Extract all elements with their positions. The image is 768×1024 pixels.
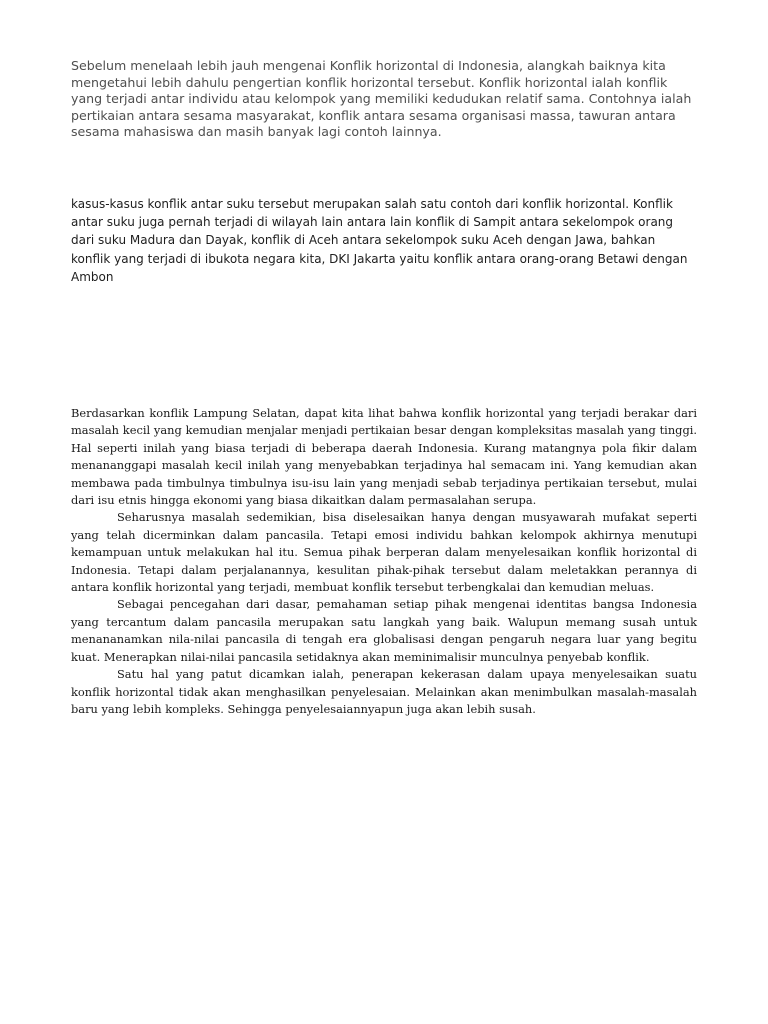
body-text-block	[71, 405, 697, 718]
ethnic-conflict-paragraph: kasus-kasus konflik antar suku tersebut merupakan salah satu contoh dari konflik horizontal. Konflik antar suku juga pernah terjadi di wilayah lain antara lain konflik di Sampit antara sekelompok orang dari suku Madura dan Dayak, konflik di Aceh antara sekelompok suku Aceh dengan Jawa, bahkan konflik yang terjadi di ibukota negara kita, DKI Jakarta yaitu konflik antara orang-orang Betawi dengan Ambon	[71, 197, 688, 284]
body-paragraph-kekerasan: Satu hal yang patut dicamkan ialah, penerapan kekerasan dalam upaya menyelesaikan suatu konflik horizontal tidak akan menghasilkan penyelesaian. Melainkan akan menimbulkan masalah-masalah baru yang lebih kompleks. Sehingga penyelesaiannyapun juga akan lebih susah.	[71, 667, 697, 716]
body-paragraph-musyawarah: Seharusnya masalah sedemikian, bisa diselesaikan hanya dengan musyawarah mufakat seperti yang telah dicerminkan dalam pancasila. Tetapi emosi individu bahkan kelompok akhirnya menutupi kemampuan untuk melakukan hal itu. Semua pihak berperan dalam menyelesaikan konflik horizontal di Indonesia. Tetapi dalam perjalanannya, kesulitan pihak-pihak tersebut dalam meletakkan perannya di antara konflik horizontal yang terjadi, membuat konflik tersebut terbengkalai dan kemudian meluas.	[71, 510, 697, 595]
body-paragraph-pencegahan: Sebagai pencegahan dari dasar, pemahaman setiap pihak mengenai identitas bangsa Indonesia yang tercantum dalam pancasila merupakan satu langkah yang baik. Walupun memang susah untuk menananamkan nila-nilai pancasila di tengah era globalisasi dengan pengaruh negara luar yang begitu kuat. Menerapkan nilai-nilai pancasila setidaknya akan meminimalisir munculnya penyebab konflik.	[71, 597, 697, 664]
body-paragraph-lampung: Berdasarkan konflik Lampung Selatan, dapat kita lihat bahwa konflik horizontal yang terjadi berakar dari masalah kecil yang kemudian menjalar menjadi pertikaian besar dengan kompleksitas masalah yang tinggi. Hal seperti inilah yang biasa terjadi di beberapa daerah Indonesia. Kurang matangnya pola fikir dalam menananggapi masalah kecil inilah yang menyebabkan terjadinya hal semacam ini. Yang kemudian akan membawa pada timbulnya timbulnya isu-isu lain yang menjadi sebab terjadinya pertikaian tersebut, mulai dari isu etnis hingga ekonomi yang biasa dikaitkan dalam permasalahan serupa.	[71, 406, 697, 508]
intro-paragraph: Sebelum menelaah lebih jauh mengenai Konflik horizontal di Indonesia, alangkah baiknya kita mengetahui lebih dahulu pengertian konflik horizontal tersebut. Konflik horizontal ialah konflik yang terjadi antar individu atau kelompok yang memiliki kedudukan relatif sama. Contohnya ialah pertikaian antara sesama masyarakat, konflik antara sesama organisasi massa, tawuran antara sesama mahasiswa dan masih banyak lagi contoh lainnya.	[71, 58, 692, 140]
